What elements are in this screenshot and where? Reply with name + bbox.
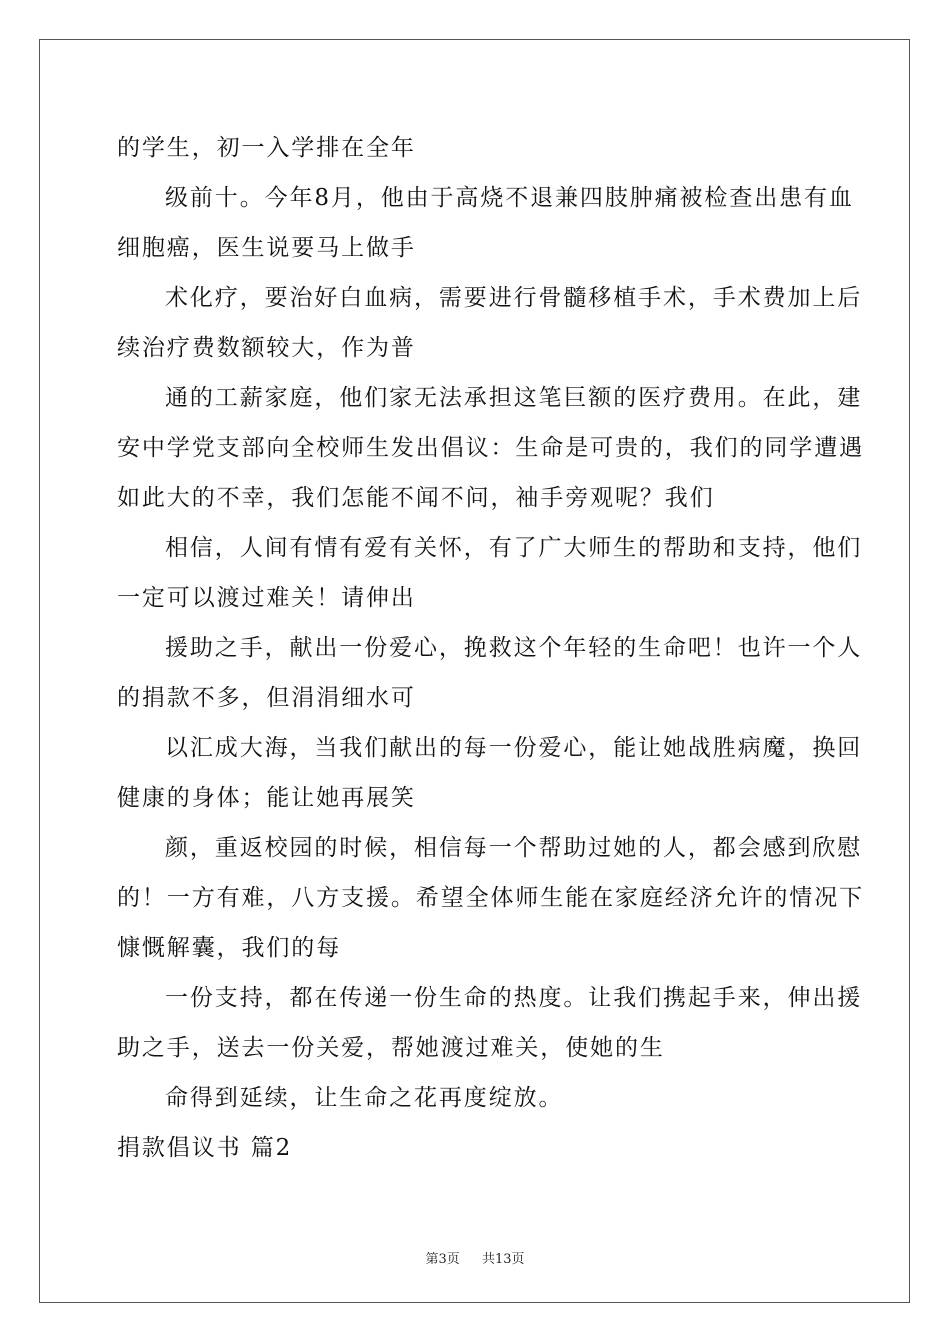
- page-footer: [0, 1248, 950, 1267]
- text-line: 颜，重返校园的时候，相信每一个帮助过她的人，都会感到欣慰: [165, 835, 863, 861]
- page-number: 第3页: [425, 1252, 460, 1267]
- text-line: 相信，人间有情有爱有关怀，有了广大师生的帮助和支持，他们: [165, 535, 863, 561]
- text-line: 如此大的不幸，我们怎能不闻不问，袖手旁观呢？我们: [117, 485, 715, 511]
- text-line: 慷慨解囊，我们的每: [117, 935, 342, 961]
- text-line: 细胞癌，医生说要马上做手: [117, 235, 416, 261]
- text-line: 续治疗费数额较大，作为普: [117, 335, 416, 361]
- text-line: 级前十。今年8月，他由于高烧不退兼四肢肿痛被检查出患有血: [165, 185, 854, 211]
- text-line: 安中学党支部向全校师生发出倡议：生命是可贵的，我们的同学遭遇: [117, 435, 864, 461]
- text-line: 的捐款不多，但涓涓细水可: [117, 685, 416, 711]
- text-line: 援助之手，献出一份爱心，挽救这个年轻的生命吧！也许一个人: [165, 635, 863, 661]
- text-line: 术化疗，要治好白血病，需要进行骨髓移植手术，手术费加上后: [165, 285, 863, 311]
- text-line: 一定可以渡过难关！请伸出: [117, 585, 416, 611]
- text-line: 以汇成大海，当我们献出的每一份爱心，能让她战胜病魔，换回: [165, 735, 863, 761]
- text-line: 健康的身体；能让她再展笑: [117, 785, 416, 811]
- text-line: 一份支持，都在传递一份生命的热度。让我们携起手来，伸出援: [165, 985, 863, 1011]
- text-line: 的学生，初一入学排在全年: [117, 135, 416, 161]
- text-line: 命得到延续，让生命之花再度绽放。: [165, 1085, 564, 1111]
- text-line: 的！一方有难，八方支援。希望全体师生能在家庭经济允许的情况下: [117, 885, 864, 911]
- document-body: [117, 128, 864, 1178]
- section-heading: 捐款倡议书 篇2: [117, 1135, 293, 1161]
- text-line: 助之手，送去一份关爱，帮她渡过难关，使她的生: [117, 1035, 665, 1061]
- page-total: 共13页: [482, 1252, 525, 1267]
- text-line: 通的工薪家庭，他们家无法承担这笔巨额的医疗费用。在此，建: [165, 385, 863, 411]
